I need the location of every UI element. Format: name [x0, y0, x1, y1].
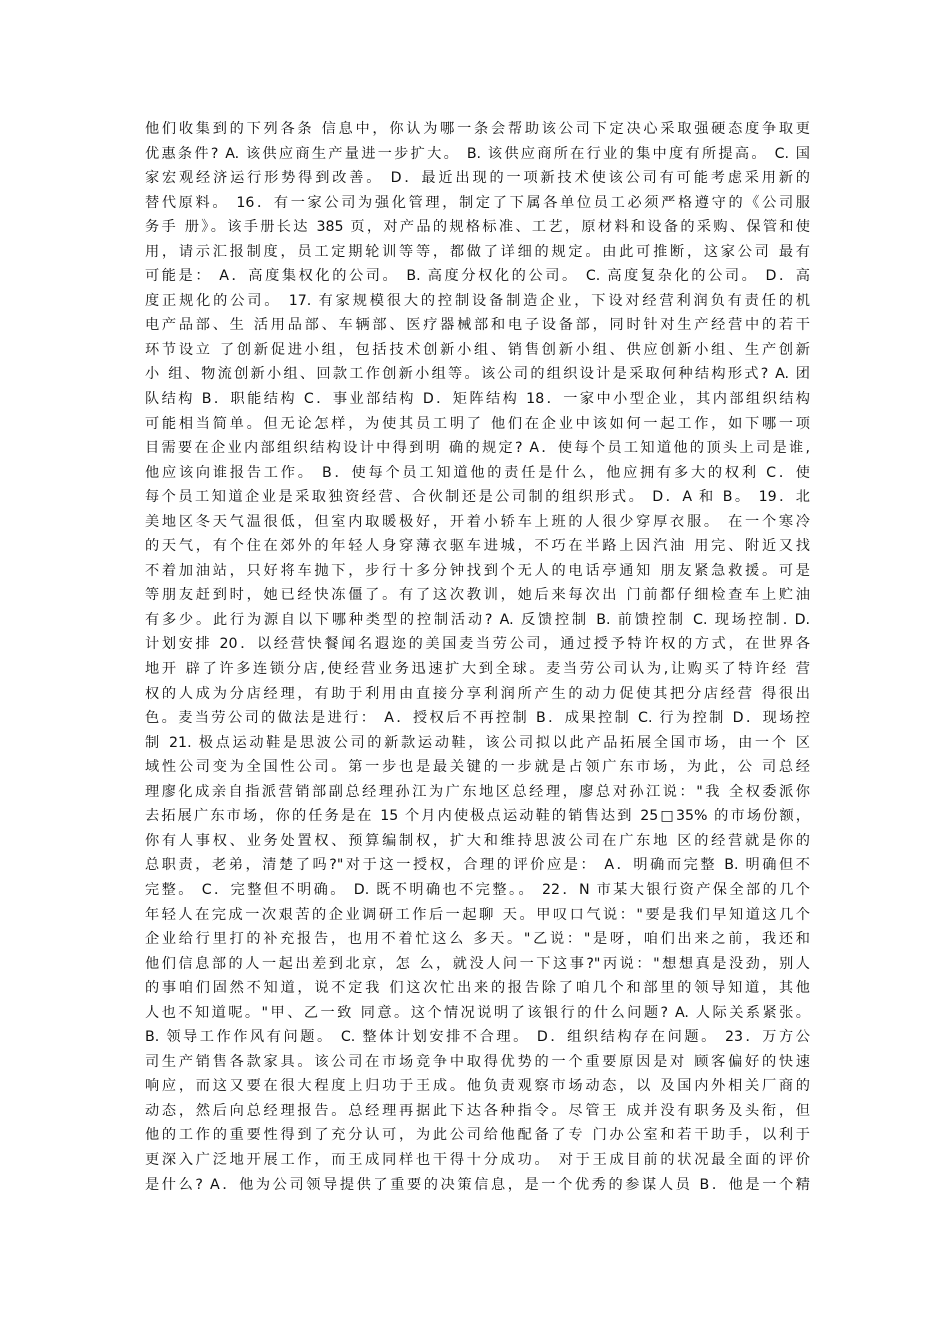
text-line: 色。麦当劳公司的做法是进行： A．授权后不再控制 B．成果控制 C. 行为控制 D．现场控 — [145, 710, 810, 727]
text-line: 他的工作的重要性得到了充分认可，为此公司给他配备了专 门办公室和若干助手，以利于 — [145, 1127, 810, 1144]
text-line: 企业给行里打的补充报告，也用不着忙这么 多天。"乙说："是呀，咱们出来之前，我还和 — [145, 931, 810, 948]
text-line: 响应，而这又要在很大程度上归功于王成。他负责观察市场动态，以 及国内外相关厂商的 — [145, 1078, 810, 1095]
text-line: 你有人事权、业务处置权、预算编制权，扩大和维持思波公司在广东地 区的经营就是你的 — [145, 832, 810, 849]
text-line: 每个员工知道企业是采取独资经营、合伙制还是公司制的组织形式。 D．A 和 B。 19．北 — [145, 489, 810, 506]
text-line: 域性公司变为全国性公司。第一步也是最关键的一步就是占领广东市场，为此，公 司总经 — [145, 759, 810, 776]
text-line: 目需要在企业内部组织结构设计中得到明 确的规定? A．使每个员工知道他的顶头上司是谁, — [145, 440, 810, 457]
text-line: 等朋友赶到时，她已经快冻僵了。有了这次教训，她后来每次出 门前都仔细检查车上贮油 — [145, 587, 810, 604]
text-line: 计划安排 20．以经营快餐闻名遐迩的美国麦当劳公司，通过授予特许权的方式，在世界各 — [145, 636, 810, 653]
text-line: 可能相当简单。但无论怎样，为使其员工明了 他们在企业中该如何一起工作，如下哪一项 — [145, 415, 810, 432]
text-line: 年轻人在完成一次艰苦的企业调研工作后一起聊 天。甲叹口气说："要是我们早知道这几个 — [145, 906, 810, 923]
text-line: 人也不知道呢。"甲、乙一致 同意。这个情况说明了该银行的什么问题? A. 人际关系紧张。 — [145, 1004, 810, 1021]
text-line: 动态，然后向总经理报告。总经理再据此下达各种指令。尽管王 成并没有职务及头衔，但 — [145, 1102, 810, 1119]
text-line: 电产品部、生 活用品部、车辆部、医疗器械部和电子设备部，同时针对生产经营中的若干 — [145, 317, 810, 334]
text-line: 理廖化成亲自指派营销部副总经理孙江为广东地区总经理，廖总对孙江说："我 全权委派你 — [145, 783, 810, 800]
text-line: 他应该向谁报告工作。 B．使每个员工知道他的责任是什么，他应拥有多大的权利 C．使 — [145, 464, 810, 481]
text-line: 替代原料。 16．有一家公司为强化管理，制定了下属各单位员工必须严格遵守的《公司服 — [145, 194, 810, 211]
text-line: 小 组、物流创新小组、回款工作创新小组等。该公司的组织设计是采取何种结构形式? A. 团 — [145, 366, 810, 383]
text-line: 环节设立 了创新促进小组，包括技术创新小组、销售创新小组、供应创新小组、生产创新 — [145, 341, 810, 358]
text-line: 总职责，老弟，清楚了吗?"对于这一授权，合理的评价应是： A．明确而完整 B. 明确但不 — [145, 857, 810, 874]
text-line: 他们信息部的人一起出差到北京，怎 么，就没人问一下这事?"丙说："想想真是没劲，别人 — [145, 955, 810, 972]
text-line: 的事咱们固然不知道，说不定我 们这次忙出来的报告除了咱几个和部里的领导知道，其他 — [145, 980, 810, 997]
text-line: 优惠条件? A. 该供应商生产量进一步扩大。 B. 该供应商所在行业的集中度有所提高。 C. 国 — [145, 145, 810, 162]
text-line: 家宏观经济运行形势得到改善。 D．最近出现的一项新技术使该公司有可能考虑采用新的 — [145, 170, 810, 187]
text-line: 有多少。此行为源自以下哪种类型的控制活动? A. 反馈控制 B. 前馈控制 C. 现场控制. D. — [145, 611, 810, 628]
text-line: 去拓展广东市场，你的任务是在 15 个月内使极点运动鞋的销售达到 25□35% 的市场份额， — [145, 808, 810, 825]
text-line: 更深入广泛地开展工作，而王成同样也干得十分成功。 对于王成目前的状况最全面的评价 — [145, 1151, 810, 1168]
text-line: 用，请示汇报制度，员工定期轮训等等，都做了详细的规定。由此可推断，这家公司 最有 — [145, 243, 810, 260]
text-line: 美地区冬天气温很低，但室内取暖极好，开着小轿车上班的人很少穿厚衣服。 在一个寒冷 — [145, 513, 810, 530]
text-line: 地开 辟了许多连锁分店,使经营业务迅速扩大到全球。麦当劳公司认为,让购买了特许经 营 — [145, 661, 810, 678]
text-line: 度正规化的公司。 17. 有家规模很大的控制设备制造企业，下设对经营利润负有责任的机 — [145, 292, 810, 309]
text-line: 司生产销售各款家具。该公司在市场竞争中取得优势的一个重要原因是对 顾客偏好的快速 — [145, 1053, 810, 1070]
text-line: 可能是： A．高度集权化的公司。 B. 高度分权化的公司。 C. 高度复杂化的公司。 D．高 — [145, 268, 810, 285]
text-line: 务手 册》。该手册长达 385 页，对产品的规格标准、工艺，原材料和设备的采购、保管和使 — [145, 219, 810, 236]
text-line: B. 领导工作作风有问题。 C. 整体计划安排不合理。 D．组织结构存在问题。 23．万方公 — [145, 1029, 810, 1046]
body-text — [145, 117, 810, 1197]
text-line: 制 21. 极点运动鞋是思波公司的新款运动鞋，该公司拟以此产品拓展全国市场，由一个 区 — [145, 734, 810, 751]
text-line: 队结构 B．职能结构 C．事业部结构 D．矩阵结构 18．一家中小型企业，其内部组织结构 — [145, 391, 810, 408]
text-line: 不着加油站，只好将车抛下，步行十多分钟找到个无人的电话亭通知 朋友紧急救援。可是 — [145, 562, 810, 579]
text-line: 完整。 C．完整但不明确。 D. 既不明确也不完整。。 22．N 市某大银行资产保全部的几个 — [145, 881, 810, 898]
text-line: 的天气，有个住在郊外的年轻人身穿薄衣驱车进城，不巧在半路上因汽油 用完、附近又找 — [145, 538, 810, 555]
text-line: 权的人成为分店经理，有助于利用由直接分享利润所产生的动力促使其把分店经营 得很出 — [145, 685, 810, 702]
text-line: 他们收集到的下列各条 信息中，你认为哪一条会帮助该公司下定决心采取强硬态度争取更 — [145, 121, 810, 137]
text-line: 是什么? A．他为公司领导提供了重要的决策信息，是一个优秀的参谋人员 B．他是一个精 — [145, 1176, 810, 1193]
